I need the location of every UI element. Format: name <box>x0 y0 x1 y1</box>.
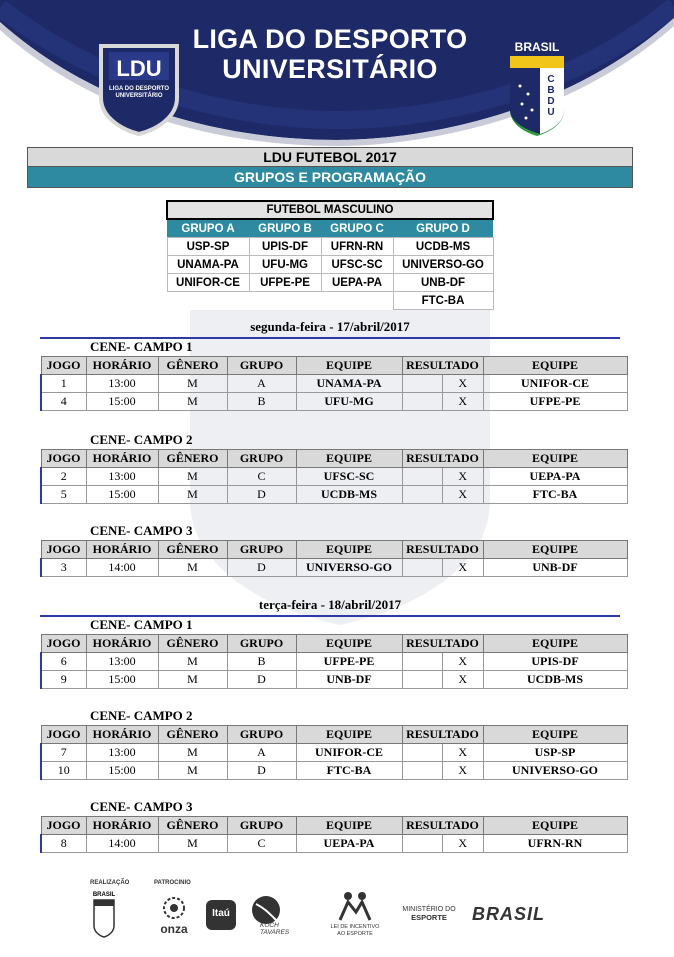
group-team-cell: UNIVERSO-GO <box>393 256 493 274</box>
schedule-header-row <box>41 357 627 375</box>
group-team-cell: UEPA-PA <box>321 274 393 292</box>
group-header-d: GRUPO D <box>393 219 493 238</box>
ministerio-esporte-logo <box>398 906 460 932</box>
away-team: UCDB-MS <box>483 671 627 689</box>
table-row <box>41 744 627 762</box>
schedule-table <box>40 449 628 504</box>
game-number: 6 <box>41 653 86 671</box>
column-header: EQUIPE <box>483 357 627 375</box>
away-team: UNB-DF <box>483 559 627 577</box>
column-header: EQUIPE <box>296 726 402 744</box>
game-group: D <box>227 671 296 689</box>
column-header: GÊNERO <box>158 541 227 559</box>
versus-mark: X <box>443 835 484 853</box>
home-team: UNB-DF <box>296 671 402 689</box>
lei-incentivo-logo <box>328 890 382 942</box>
column-header: RESULTADO <box>402 450 483 468</box>
groups-row <box>167 256 493 274</box>
group-team-cell: UCDB-MS <box>393 238 493 256</box>
field-heading: CENE- CAMPO 3 <box>90 799 193 814</box>
result-score <box>402 653 443 671</box>
home-team: UNAMA-PA <box>296 375 402 393</box>
column-header: GÊNERO <box>158 357 227 375</box>
away-team: UPIS-DF <box>483 653 627 671</box>
group-team-cell: USP-SP <box>167 238 249 256</box>
field-heading: CENE- CAMPO 2 <box>90 432 193 447</box>
away-team: UNIVERSO-GO <box>483 762 627 780</box>
column-header: HORÁRIO <box>86 357 158 375</box>
game-time: 13:00 <box>86 375 158 393</box>
group-header-a: GRUPO A <box>167 219 249 238</box>
onza-logo <box>154 894 194 936</box>
column-header: RESULTADO <box>402 635 483 653</box>
group-team-cell <box>249 292 321 310</box>
home-team: UNIFOR-CE <box>296 744 402 762</box>
home-team: UNIVERSO-GO <box>296 559 402 577</box>
onza-text: onza <box>160 922 188 936</box>
groups-row <box>167 292 493 310</box>
column-header: HORÁRIO <box>86 817 158 835</box>
game-time: 14:00 <box>86 835 158 853</box>
versus-mark: X <box>443 653 484 671</box>
patrocinio-label: PATROCINIO <box>154 880 191 886</box>
table-row <box>41 468 627 486</box>
game-time: 13:00 <box>86 744 158 762</box>
column-header: GÊNERO <box>158 635 227 653</box>
sponsors-footer <box>80 876 560 946</box>
column-header: JOGO <box>41 817 86 835</box>
schedule-header-row <box>41 817 627 835</box>
column-header: EQUIPE <box>483 817 627 835</box>
group-team-cell: UPIS-DF <box>249 238 321 256</box>
table-row <box>41 835 627 853</box>
schedule-table <box>40 634 628 689</box>
game-number: 8 <box>41 835 86 853</box>
ldu-logo-text: LDU <box>116 56 162 81</box>
game-gender: M <box>158 486 227 504</box>
cbdu-footer-logo <box>92 892 116 938</box>
versus-mark: X <box>443 375 484 393</box>
day-heading: segunda-feira - 17/abril/2017 <box>40 318 620 339</box>
ministerio-line1: MINISTÉRIO DO <box>402 906 456 913</box>
group-team-cell <box>321 292 393 310</box>
koch-tavares-logo <box>250 894 302 940</box>
governo-text: BRASIL <box>472 904 545 924</box>
game-time: 15:00 <box>86 762 158 780</box>
result-score <box>402 375 443 393</box>
column-header: EQUIPE <box>483 541 627 559</box>
game-time: 15:00 <box>86 671 158 689</box>
versus-mark: X <box>443 744 484 762</box>
group-team-cell: FTC-BA <box>393 292 493 310</box>
column-header: GRUPO <box>227 635 296 653</box>
game-group: A <box>227 744 296 762</box>
result-score <box>402 835 443 853</box>
versus-mark: X <box>443 762 484 780</box>
column-header: GÊNERO <box>158 817 227 835</box>
groups-row <box>167 238 493 256</box>
result-score <box>402 671 443 689</box>
header-banner <box>0 0 674 150</box>
column-header: GRUPO <box>227 450 296 468</box>
groups-row <box>167 274 493 292</box>
group-team-cell: UNAMA-PA <box>167 256 249 274</box>
column-header: JOGO <box>41 450 86 468</box>
game-group: D <box>227 559 296 577</box>
schedule-header-row <box>41 541 627 559</box>
group-team-cell: UFPE-PE <box>249 274 321 292</box>
cbdu-logo-brasil: BRASIL <box>514 40 560 54</box>
column-header: JOGO <box>41 635 86 653</box>
away-team: UFPE-PE <box>483 393 627 411</box>
column-header: EQUIPE <box>296 541 402 559</box>
header-title-line2: UNIVERSITÁRIO <box>222 54 438 84</box>
table-row <box>41 393 627 411</box>
group-team-cell: UFSC-SC <box>321 256 393 274</box>
home-team: UFSC-SC <box>296 468 402 486</box>
groups-title: FUTEBOL MASCULINO <box>167 201 493 219</box>
versus-mark: X <box>443 393 484 411</box>
schedule-table <box>40 725 628 780</box>
game-gender: M <box>158 671 227 689</box>
away-team: UFRN-RN <box>483 835 627 853</box>
home-team: UFPE-PE <box>296 653 402 671</box>
banner-subtitle: GRUPOS E PROGRAMAÇÃO <box>27 167 633 188</box>
game-number: 9 <box>41 671 86 689</box>
group-team-cell: UFRN-RN <box>321 238 393 256</box>
game-number: 5 <box>41 486 86 504</box>
column-header: RESULTADO <box>402 817 483 835</box>
group-team-cell: UNIFOR-CE <box>167 274 249 292</box>
column-header: EQUIPE <box>483 635 627 653</box>
column-header: RESULTADO <box>402 357 483 375</box>
away-team: USP-SP <box>483 744 627 762</box>
game-time: 14:00 <box>86 559 158 577</box>
group-team-cell <box>167 292 249 310</box>
game-group: C <box>227 835 296 853</box>
table-row <box>41 762 627 780</box>
game-group: D <box>227 486 296 504</box>
field-heading: CENE- CAMPO 2 <box>90 708 193 723</box>
versus-mark: X <box>443 559 484 577</box>
banner-title: LDU FUTEBOL 2017 <box>27 147 633 167</box>
column-header: GRUPO <box>227 541 296 559</box>
game-time: 15:00 <box>86 393 158 411</box>
schedule-header-row <box>41 635 627 653</box>
home-team: UCDB-MS <box>296 486 402 504</box>
column-header: GÊNERO <box>158 450 227 468</box>
lei-incentivo-text: LEI DE INCENTIVO AO ESPORTE <box>330 924 380 937</box>
result-score <box>402 559 443 577</box>
game-group: D <box>227 762 296 780</box>
game-gender: M <box>158 468 227 486</box>
game-number: 10 <box>41 762 86 780</box>
column-header: GRUPO <box>227 817 296 835</box>
column-header: GRUPO <box>227 357 296 375</box>
away-team: UNIFOR-CE <box>483 375 627 393</box>
game-gender: M <box>158 653 227 671</box>
groups-table <box>166 200 494 310</box>
day-heading: terça-feira - 18/abril/2017 <box>40 596 620 617</box>
game-time: 13:00 <box>86 653 158 671</box>
column-header: RESULTADO <box>402 726 483 744</box>
ldu-logo <box>95 40 183 136</box>
game-number: 7 <box>41 744 86 762</box>
schedule-table <box>40 356 628 411</box>
result-score <box>402 762 443 780</box>
header-title-line1: LIGA DO DESPORTO <box>192 24 468 54</box>
schedule-header-row <box>41 450 627 468</box>
game-gender: M <box>158 375 227 393</box>
column-header: EQUIPE <box>296 450 402 468</box>
field-heading: CENE- CAMPO 1 <box>90 339 193 354</box>
versus-mark: X <box>443 486 484 504</box>
column-header: GÊNERO <box>158 726 227 744</box>
table-row <box>41 671 627 689</box>
column-header: EQUIPE <box>483 450 627 468</box>
game-group: B <box>227 653 296 671</box>
table-row <box>41 486 627 504</box>
field-heading: CENE- CAMPO 3 <box>90 523 193 538</box>
column-header: HORÁRIO <box>86 541 158 559</box>
column-header: EQUIPE <box>296 635 402 653</box>
column-header: HORÁRIO <box>86 450 158 468</box>
realizacao-label: REALIZAÇÃO <box>90 880 130 886</box>
column-header: JOGO <box>41 726 86 744</box>
schedule-table <box>40 816 628 853</box>
table-row <box>41 559 627 577</box>
game-group: B <box>227 393 296 411</box>
game-gender: M <box>158 393 227 411</box>
cbdu-logo-vertical-text: C B D U <box>547 74 555 118</box>
column-header: EQUIPE <box>483 726 627 744</box>
result-score <box>402 486 443 504</box>
game-number: 1 <box>41 375 86 393</box>
column-header: HORÁRIO <box>86 635 158 653</box>
group-team-cell: UNB-DF <box>393 274 493 292</box>
ministerio-line2: ESPORTE <box>411 913 447 922</box>
table-row <box>41 375 627 393</box>
home-team: UEPA-PA <box>296 835 402 853</box>
field-heading: CENE- CAMPO 1 <box>90 617 193 632</box>
game-gender: M <box>158 762 227 780</box>
away-team: FTC-BA <box>483 486 627 504</box>
game-gender: M <box>158 744 227 762</box>
game-time: 13:00 <box>86 468 158 486</box>
group-header-b: GRUPO B <box>249 219 321 238</box>
itau-logo <box>206 900 236 930</box>
result-score <box>402 744 443 762</box>
column-header: JOGO <box>41 541 86 559</box>
column-header: GRUPO <box>227 726 296 744</box>
result-score <box>402 393 443 411</box>
group-header-c: GRUPO C <box>321 219 393 238</box>
versus-mark: X <box>443 468 484 486</box>
column-header: EQUIPE <box>296 817 402 835</box>
game-number: 2 <box>41 468 86 486</box>
game-group: A <box>227 375 296 393</box>
game-time: 15:00 <box>86 486 158 504</box>
table-row <box>41 653 627 671</box>
ldu-logo-subtitle: LIGA DO DESPORTO UNIVERSITÁRIO <box>109 86 170 99</box>
game-number: 4 <box>41 393 86 411</box>
versus-mark: X <box>443 671 484 689</box>
game-gender: M <box>158 835 227 853</box>
schedule-table <box>40 540 628 577</box>
column-header: HORÁRIO <box>86 726 158 744</box>
group-team-cell: UFU-MG <box>249 256 321 274</box>
koch-tavares-text: KOCH TAVARES <box>260 922 290 936</box>
governo-federal-logo <box>472 904 552 934</box>
home-team: FTC-BA <box>296 762 402 780</box>
cbdu-logo <box>506 38 568 138</box>
game-gender: M <box>158 559 227 577</box>
result-score <box>402 468 443 486</box>
game-number: 3 <box>41 559 86 577</box>
away-team: UEPA-PA <box>483 468 627 486</box>
home-team: UFU-MG <box>296 393 402 411</box>
schedule-header-row <box>41 726 627 744</box>
itau-text: Itaú <box>212 908 230 919</box>
column-header: RESULTADO <box>402 541 483 559</box>
column-header: EQUIPE <box>296 357 402 375</box>
game-group: C <box>227 468 296 486</box>
cbdu-footer-text: BRASIL <box>92 892 116 898</box>
column-header: JOGO <box>41 357 86 375</box>
